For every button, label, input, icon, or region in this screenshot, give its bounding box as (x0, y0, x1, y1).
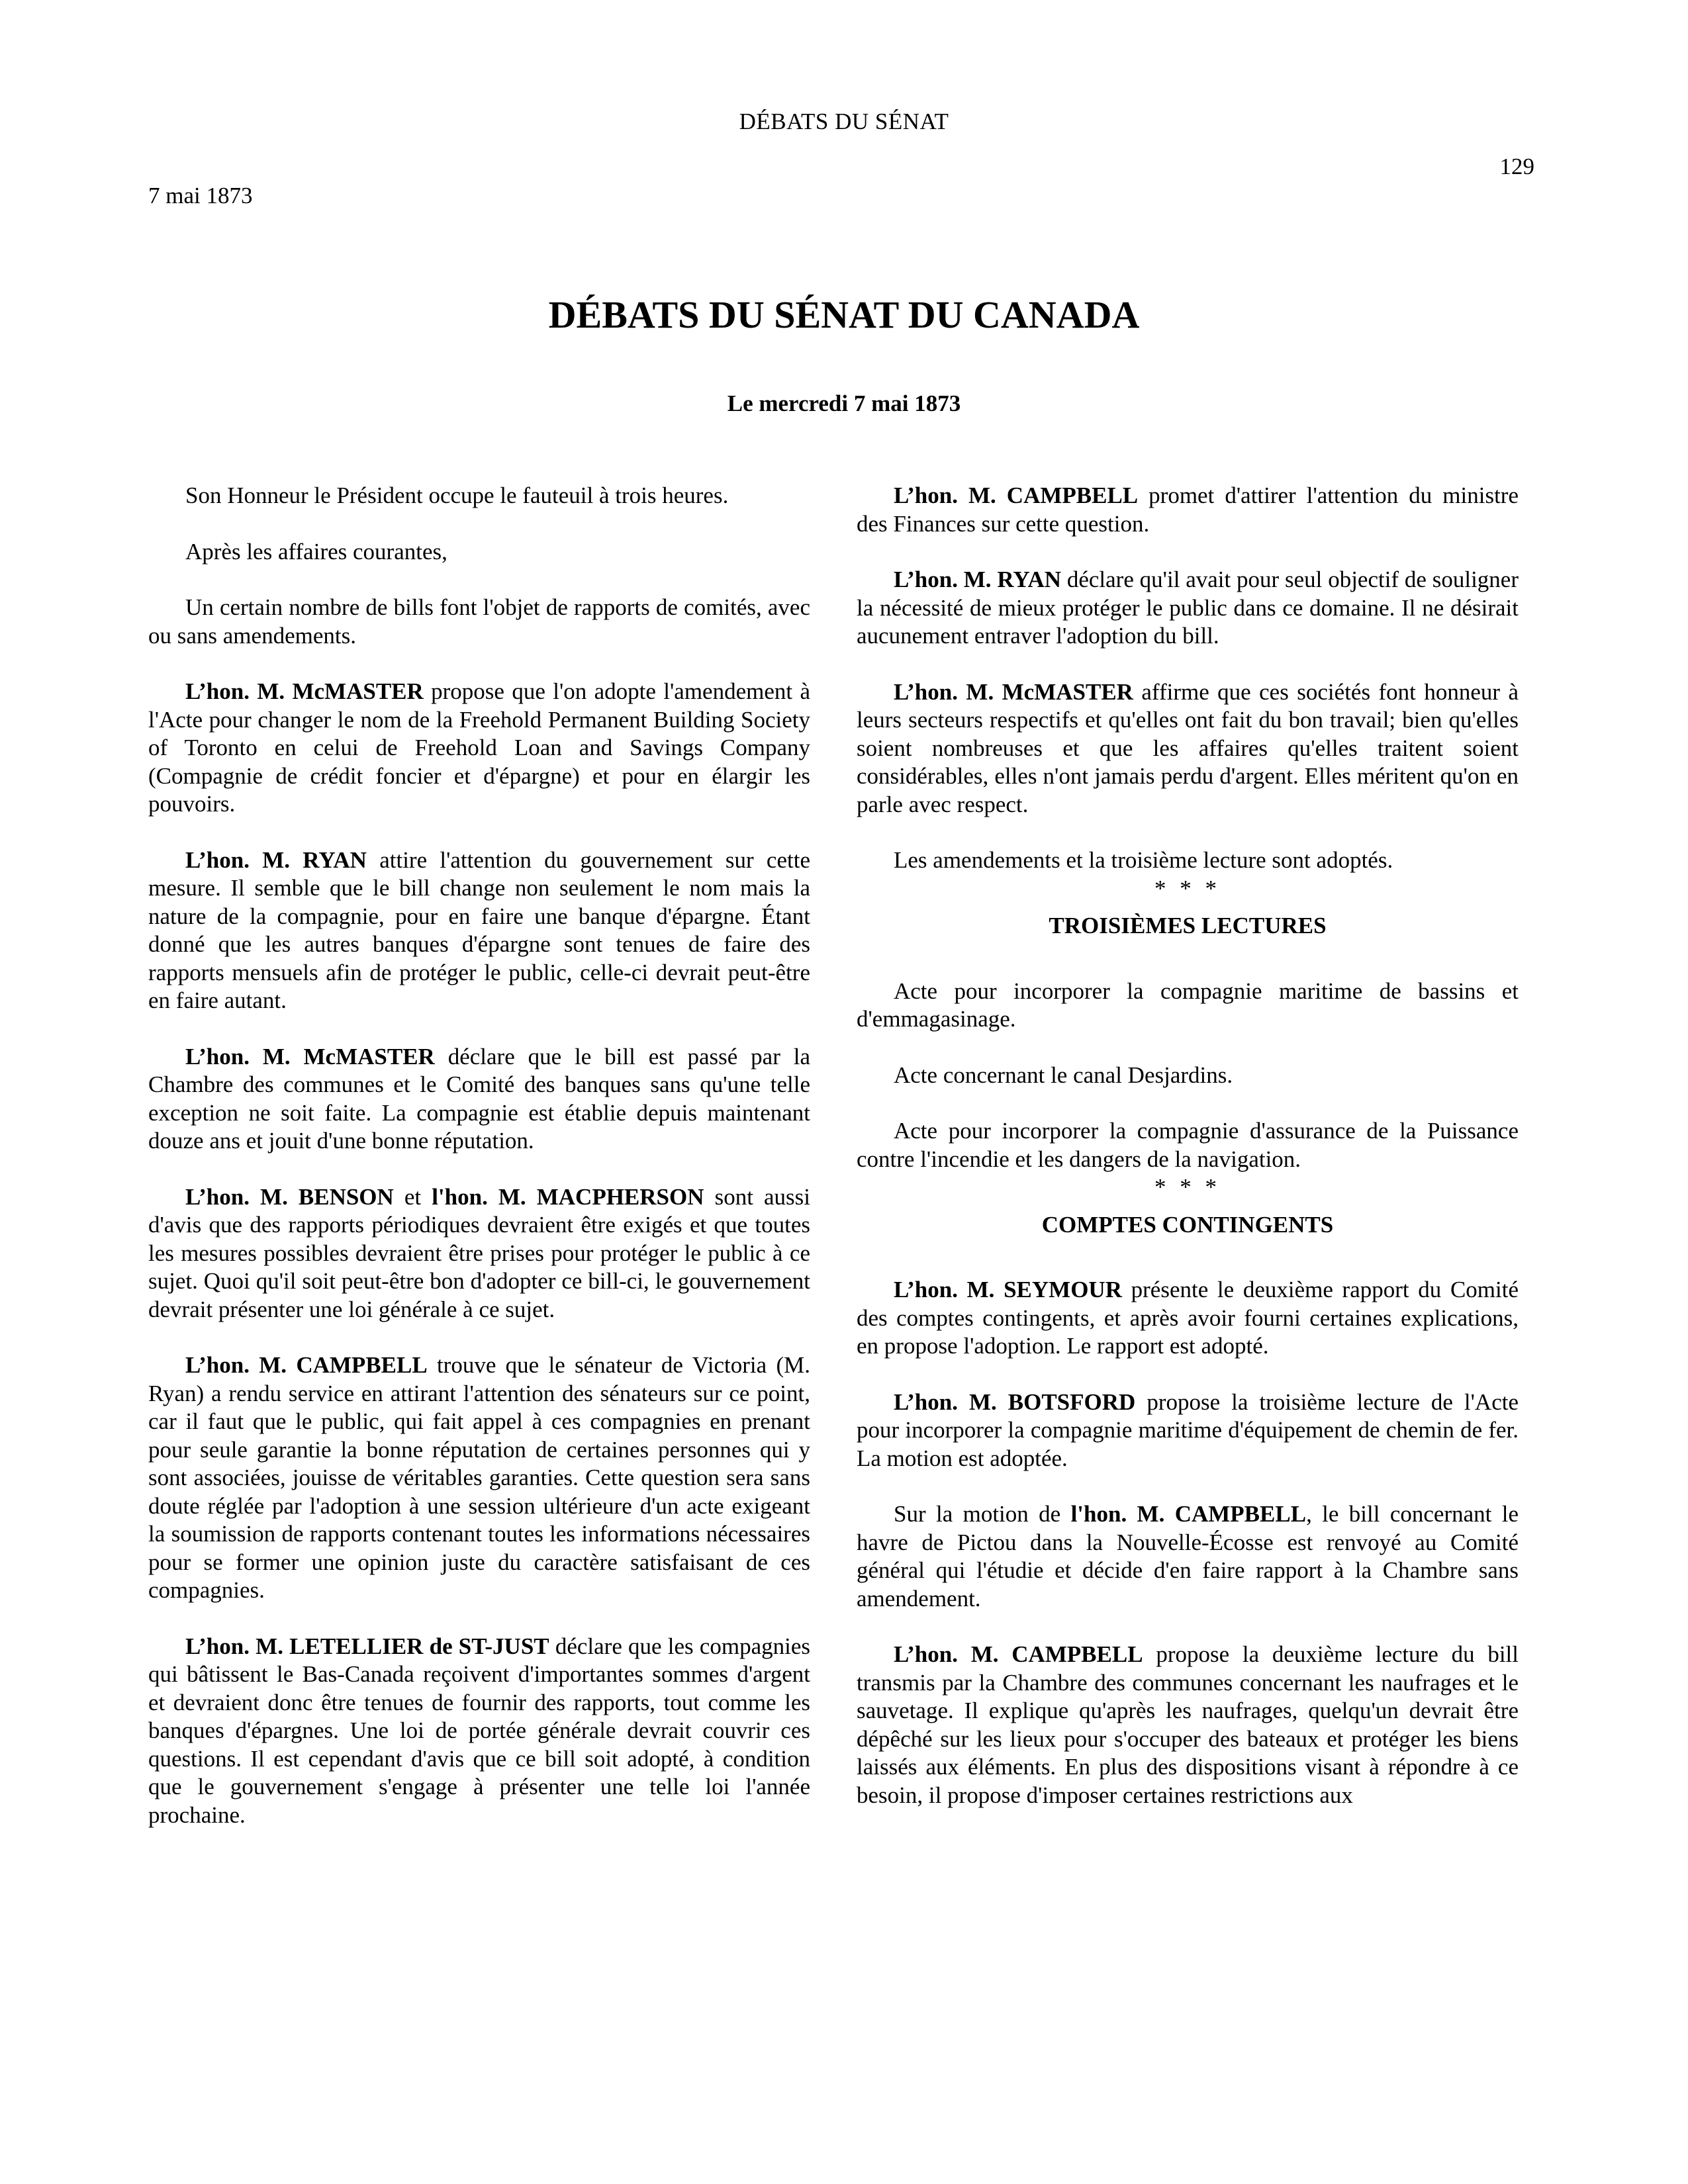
page-title: DÉBATS DU SÉNAT DU CANADA (548, 293, 1140, 336)
paragraph-text: Les amendements et la troisième lecture sont adoptés. (894, 847, 1393, 873)
paragraph (857, 482, 1519, 538)
paragraph-text: Un certain nombre de bills font l'objet de rapports de comités, avec ou sans amendements. (148, 594, 810, 649)
paragraph (148, 482, 810, 510)
paragraph-text: déclare qu'il avait pour seul objectif de souligner la nécessité de mieux protéger le public dans ce domaine. Il ne désirait aucunement entraver l'adoption du bill. (857, 567, 1519, 649)
paragraph-text: Acte pour incorporer la compagnie maritime de bassins et d'emmagasinage. (857, 978, 1519, 1032)
left-column (148, 482, 810, 1857)
speaker-name: L’hon. M. BENSON (185, 1183, 394, 1210)
paragraph (857, 1062, 1519, 1090)
paragraph-text: propose la troisième lecture de l'Acte pour incorporer la compagnie maritime d'équipement de chemin de fer. La motion est adoptée. (857, 1388, 1519, 1471)
speaker-name: L’hon. M. SEYMOUR (894, 1277, 1122, 1302)
paragraph-prefix: Sur la motion de (894, 1501, 1071, 1527)
paragraph (148, 1633, 810, 1830)
speaker-name: L’hon. M. CAMPBELL (185, 1352, 428, 1378)
speaker-name: L’hon. M. RYAN (185, 846, 367, 873)
speaker-name: L’hon. M. RYAN (894, 567, 1062, 592)
speaker-name: L’hon. M. McMASTER (185, 1043, 435, 1069)
speaker-name: L’hon. M. CAMPBELL (894, 482, 1139, 508)
speaker-name: L’hon. M. CAMPBELL (894, 1641, 1143, 1667)
section-separator: * * * (1154, 1174, 1221, 1200)
paragraph-text: attire l'attention du gouvernement sur cette mesure. Il semble que le bill change non seulement le nom mais la nature de la compagnie, pour en faire une banque d'épargne. Étant donné que les autres banques d'épargne sont tenues de faire des rapports mensuels afin de protéger le public, celle-ci devrait peut-être en faire autant. (148, 846, 810, 1013)
paragraph-text: propose la deuxième lecture du bill transmis par la Chambre des communes concernant les naufrages et le sauvetage. Il explique qu'après les naufrages, quelqu'un devrait être dépêché sur les lieux pour s'occuper des bateaux et protéger les biens laissés aux éléments. En plus des dispositions visant à répondre à ce besoin, il propose d'imposer certaines restrictions aux (857, 1641, 1519, 1808)
paragraph (857, 846, 1519, 875)
paragraph (857, 1276, 1519, 1361)
paragraph-text: sont aussi d'avis que des rapports périodiques devraient être exigés et que toutes les mesures possibles devraient être prises pour protéger le public à ce sujet. Quoi qu'il soit peut-être bon d'adopter ce bill-ci, le gouvernement devrait présenter une loi générale à ce sujet. (148, 1183, 810, 1322)
paragraph (148, 594, 810, 650)
paragraph (857, 1500, 1519, 1613)
paragraph-text: déclare que les compagnies qui bâtissent le Bas-Canada reçoivent d'importantes sommes d'argent et devraient donc être tenues de fournir des rapports, tout comme les banques d'épargnes. Une loi de portée générale devrait couvrir ces questions. Il est cependant d'avis que ce bill soit adopté, à condition que le gouvernement s'engage à présenter une telle loi l'année prochaine. (148, 1633, 811, 1828)
paragraph (857, 1641, 1519, 1809)
date-line: 7 mai 1873 (148, 183, 253, 208)
right-column (857, 482, 1519, 1837)
speaker-name: L’hon. M. LETELLIER de ST-JUST (185, 1633, 549, 1659)
paragraph-text: présente le deuxième rapport du Comité des comptes contingents, et après avoir fourni certaines explications, en propose l'adoption. Le rapport est adopté. (857, 1277, 1519, 1359)
sitting-date: Le mercredi 7 mai 1873 (727, 390, 961, 416)
paragraph (148, 1183, 810, 1324)
paragraph (857, 678, 1519, 819)
paragraph-text: affirme que ces sociétés font honneur à leurs secteurs respectifs et qu'elles ont fait du bon travail; bien qu'elles soient nombreuses et que les affaires qu'elles traitent soient considérables, elles n'ont jamais perdu d'argent. Elles méritent qu'on en parle avec respect. (857, 678, 1519, 817)
paragraph-text: promet d'attirer l'attention du ministre des Finances sur cette question. (857, 482, 1519, 537)
paragraph-text: Après les affaires courantes, (185, 538, 447, 565)
paragraph (148, 538, 810, 567)
paragraph-text: , le bill concernant le havre de Pictou dans la Nouvelle-Écosse est renvoyé au Comité général qui l'étudie et décide d'en faire rapport à la Chambre sans amendement. (857, 1501, 1519, 1612)
paragraph-text: propose que l'on adopte l'amendement à l'Acte pour changer le nom de la Freehold Permanent Building Society of Toronto en celui de Freehold Loan and Savings Company (Compagnie de crédit foncier et d'épargne) et pour en élargir les pouvoirs. (148, 678, 810, 817)
paragraph-text: Son Honneur le Président occupe le fauteuil à trois heures. (185, 482, 729, 508)
speaker-name: L’hon. M. BOTSFORD (894, 1388, 1136, 1415)
paragraph (857, 978, 1519, 1034)
speaker-name: l'hon. M. MACPHERSON (432, 1183, 704, 1210)
paragraph-text: déclare que le bill est passé par la Chambre des communes et le Comité des banques sans qu'une telle exception ne soit faite. La compagnie est établie depuis maintenant douze ans et jouit d'une bonne réputation. (148, 1043, 810, 1154)
section-separator: * * * (1154, 875, 1221, 901)
paragraph-text: Acte pour incorporer la compagnie d'assurance de la Puissance contre l'incendie et les dangers de la navigation. (857, 1118, 1519, 1172)
speaker-name: L’hon. M. McMASTER (185, 678, 424, 704)
paragraph-text: Acte concernant le canal Desjardins. (894, 1062, 1233, 1088)
speaker-name: l'hon. M. CAMPBELL (1070, 1501, 1307, 1527)
paragraph (148, 846, 810, 1015)
page-number: 129 (1499, 154, 1534, 179)
section-heading: TROISIÈMES LECTURES (1049, 913, 1327, 938)
running-head: DÉBATS DU SÉNAT (739, 109, 949, 134)
paragraph-text: trouve que le sénateur de Victoria (M. Ryan) a rendu service en attirant l'attention des sénateurs sur ce point, car il faut que le public, qui fait appel à ces compagnies en prenant pour seule garantie la bonne réputation de certaines personnes qui y sont associées, jouisse de véritables garanties. Cette question sera sans doute réglée par l'adoption à une session ultérieure d'un acte exigeant la soumission de rapports contenant toutes les informations nécessaires pour se former une opinion juste du caractère satisfaisant de ces compagnies. (148, 1352, 810, 1603)
speaker-name: L’hon. M. McMASTER (894, 678, 1133, 705)
paragraph (148, 1043, 810, 1156)
paragraph (857, 1388, 1519, 1473)
connector-text: et (393, 1183, 432, 1210)
paragraph (148, 1351, 810, 1605)
paragraph (148, 678, 810, 819)
section-heading: COMPTES CONTINGENTS (1041, 1211, 1334, 1238)
paragraph (857, 1117, 1519, 1173)
paragraph (857, 566, 1519, 651)
